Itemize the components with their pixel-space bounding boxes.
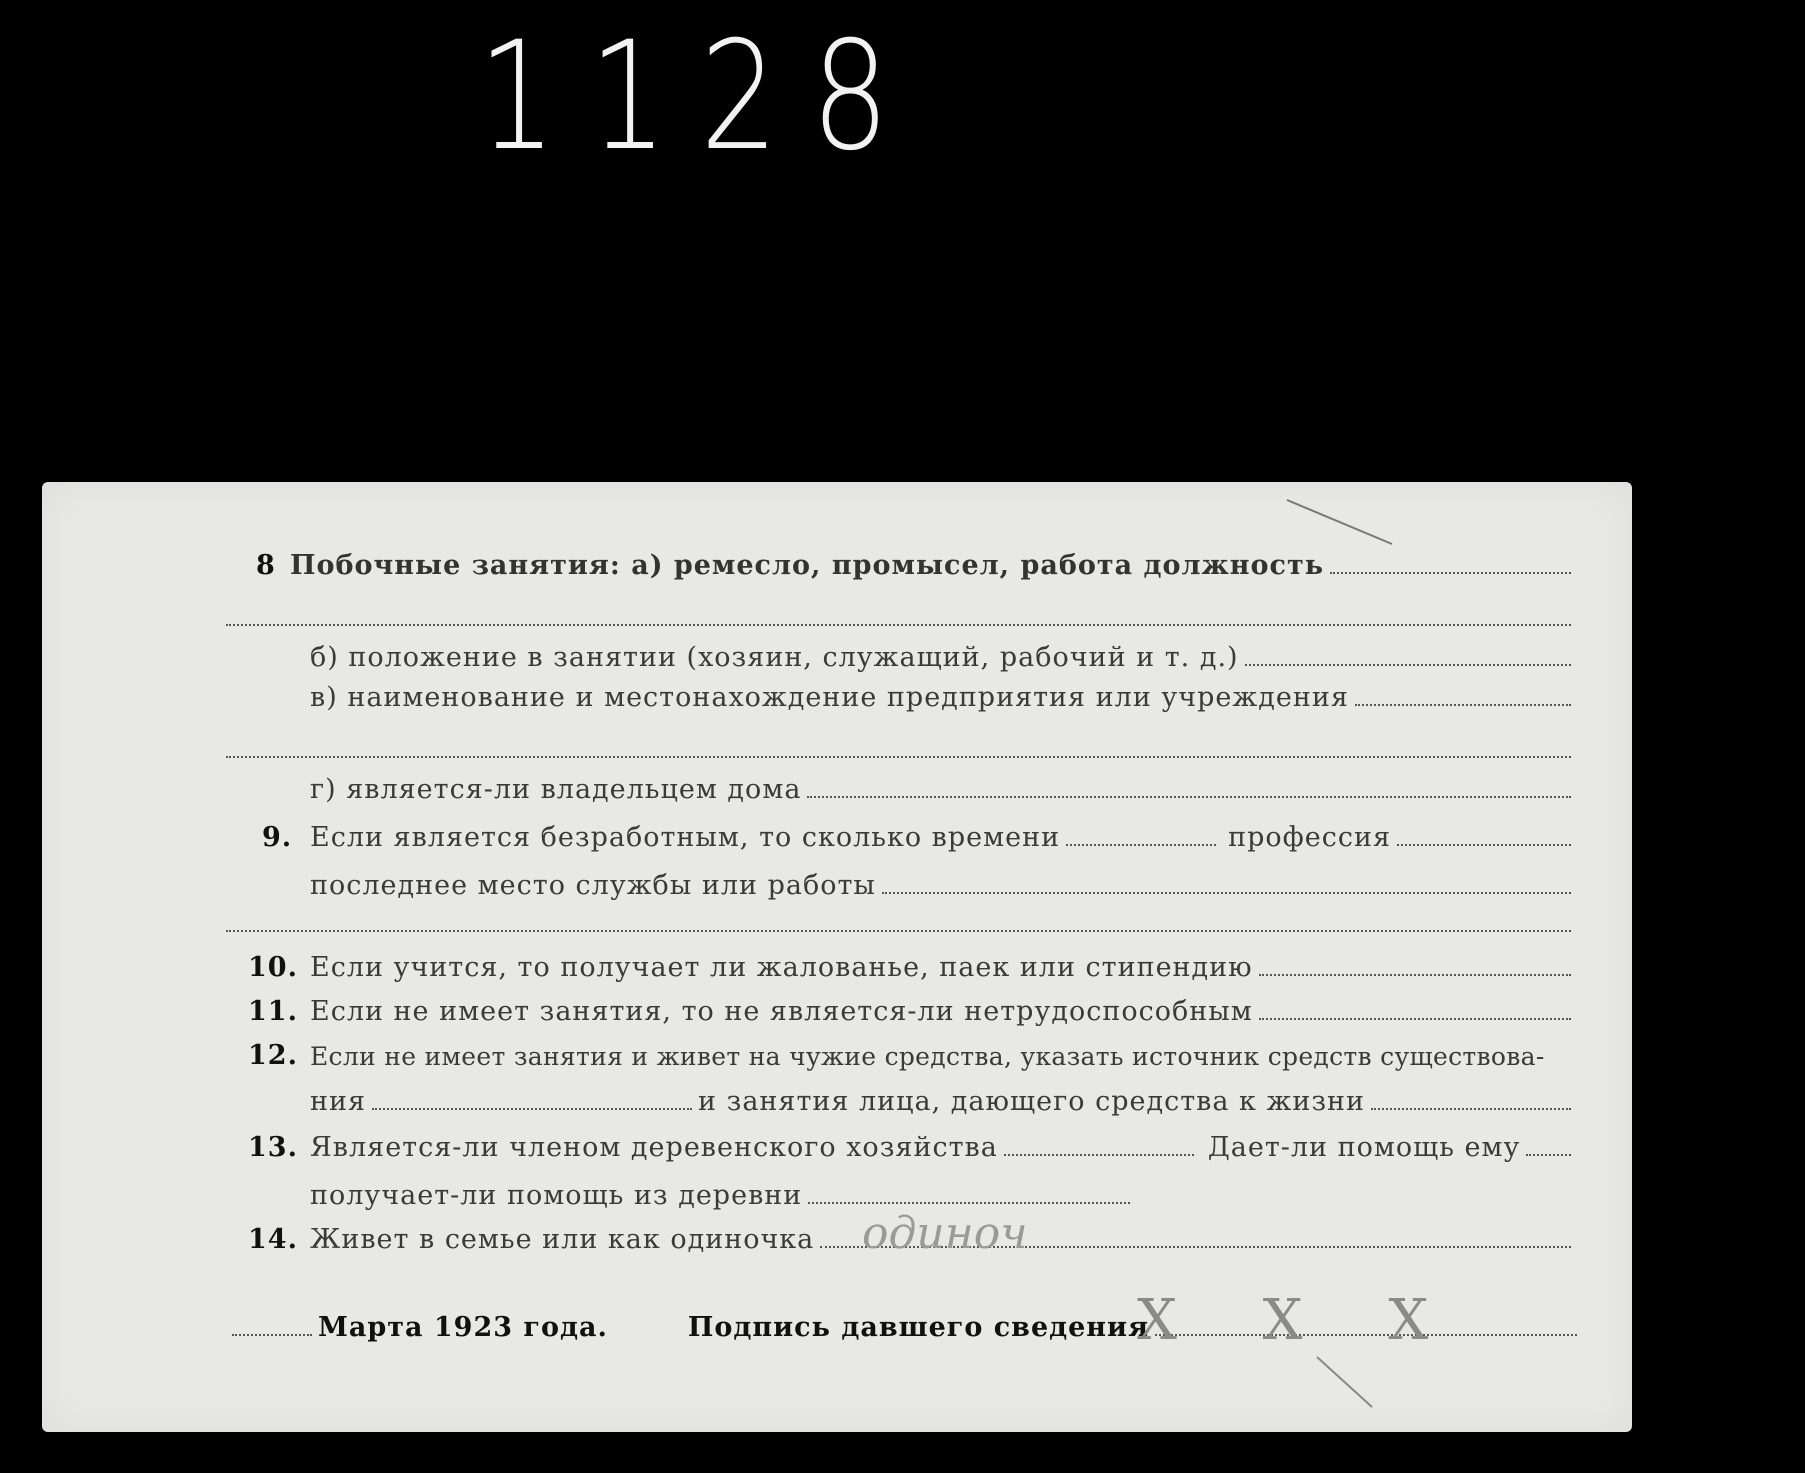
item9-time-fill	[1066, 844, 1216, 846]
item8-b-label: б) положение в занятии (хозяин, служащий, рабочий и т. д.)	[310, 642, 1239, 673]
item12-label: Если не имеет занятия и живет на чужие средства, указать источник средств существова-	[310, 1042, 1545, 1071]
item14-number: 14.	[248, 1224, 298, 1255]
item9-profession-label: профессия	[1228, 822, 1392, 853]
item8-v-rule	[226, 756, 1571, 758]
scratch-mark-bottom	[1312, 1352, 1382, 1412]
item14-handwritten-answer: одиноч	[862, 1208, 1028, 1259]
item12-source-fill	[372, 1108, 692, 1110]
item12-number: 12.	[248, 1040, 298, 1071]
item12-cont-row	[310, 1086, 1571, 1117]
item13-row	[248, 1132, 1571, 1163]
item13-number: 13.	[248, 1132, 298, 1163]
item14-label: Живет в семье или как одиночка	[310, 1224, 815, 1255]
census-card	[42, 482, 1632, 1432]
item11-fill	[1259, 1018, 1571, 1020]
item12-row	[248, 1040, 1571, 1071]
item8-v-fill	[1355, 704, 1571, 706]
item8-v-label: в) наименование и местонахождение предприятия или учреждения	[310, 682, 1349, 713]
item13-gets-label: получает-ли помощь из деревни	[310, 1180, 803, 1211]
item8-g-label: г) является-ли владельцем дома	[310, 774, 802, 805]
item13-gives-fill	[1526, 1154, 1571, 1156]
item11-number: 11.	[248, 996, 298, 1027]
footer-date: Марта 1923 года.	[318, 1312, 608, 1343]
item12-cont2-label: и занятия лица, дающего средства к жизни	[698, 1086, 1366, 1117]
item8-g-fill	[807, 796, 1571, 798]
footer-day-fill	[232, 1334, 312, 1336]
item10-fill	[1259, 974, 1571, 976]
item8-g-row	[310, 774, 1571, 805]
item8-b-fill	[1245, 664, 1571, 666]
item8-a-rule	[226, 624, 1571, 626]
item12-cont-label: ния	[310, 1086, 367, 1117]
scratch-mark-top	[1282, 492, 1402, 552]
item8-a-fill	[1330, 572, 1571, 574]
item9-last-job-row	[310, 870, 1571, 901]
item13-gets-fill	[808, 1202, 1130, 1204]
item8-v-row	[310, 682, 1571, 713]
item13-member-fill	[1004, 1154, 1194, 1156]
item8-a-row	[256, 550, 1571, 581]
item12-cont2-fill	[1371, 1108, 1571, 1110]
item13-gives-label: Дает-ли помощь ему	[1207, 1132, 1521, 1163]
item8-number: 8	[256, 550, 276, 581]
item8-a-label: Побочные занятия: а) ремесло, промысел, работа должность	[290, 550, 1325, 581]
item9-last-job-label: последнее место службы или работы	[310, 870, 876, 901]
item9-row	[262, 822, 1571, 853]
item10-label: Если учится, то получает ли жалованье, паек или стипендию	[310, 952, 1253, 983]
item10-row	[248, 952, 1571, 983]
item13-gets-row	[310, 1180, 1130, 1211]
item9-rule	[226, 930, 1571, 932]
frame-number: 1128	[478, 10, 923, 184]
item9-profession-fill	[1397, 844, 1571, 846]
item9-label: Если является безработным, то сколько времени	[310, 822, 1061, 853]
item8-b-row	[310, 642, 1571, 673]
item10-number: 10.	[248, 952, 298, 983]
footer-signature-label: Подпись давшего сведения	[687, 1312, 1150, 1343]
item9-last-job-fill	[882, 892, 1571, 894]
item11-label: Если не имеет занятия, то не является-ли нетрудоспособным	[310, 996, 1253, 1027]
item13-label: Является-ли членом деревенского хозяйства	[310, 1132, 998, 1163]
signature-marks: Х Х Х	[1137, 1288, 1463, 1353]
item11-row	[248, 996, 1571, 1027]
item9-number: 9.	[262, 822, 293, 853]
